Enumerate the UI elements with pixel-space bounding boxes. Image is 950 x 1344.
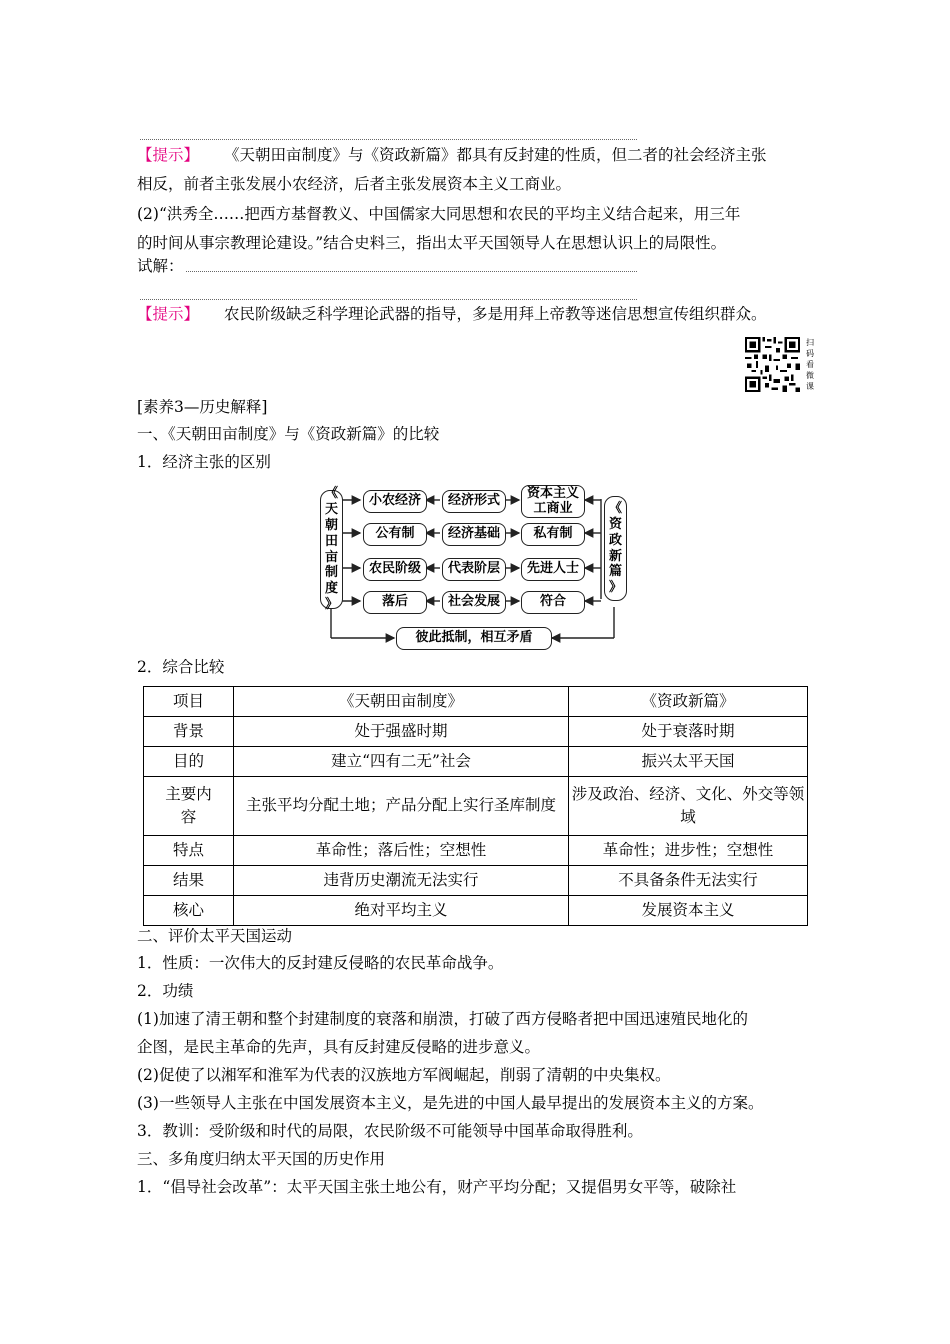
table-cell: 处于强盛时期: [234, 717, 569, 747]
table-cell: 发展资本主义: [569, 896, 808, 926]
tip-label: 【提示】: [137, 305, 200, 323]
table-cell: 目的: [144, 747, 234, 777]
divider: [140, 299, 637, 300]
question-text: 的时间从事宗教理论建设。”结合史料三，指出太平天国领导人在思想认识上的局限性。: [137, 234, 727, 252]
table-header-cell: 《天朝田亩制度》: [234, 687, 569, 717]
left-node: 公有制: [363, 523, 427, 546]
divider: [140, 139, 637, 140]
paragraph: (2)促使了以湘军和淮军为代表的汉族地方军阀崛起，削弱了清朝的中央集权。: [137, 1066, 671, 1084]
mid-node: 经济形式: [442, 490, 506, 513]
left-node: 落后: [363, 591, 427, 614]
tip-text: 《天朝田亩制度》与《资政新篇》都具有反封建的性质，但二者的社会经济主张: [224, 146, 767, 164]
answer-line[interactable]: [186, 271, 637, 272]
table-row: [144, 717, 808, 747]
part-title: 二、评价太平天国运动: [137, 927, 293, 945]
comparison-table: [143, 686, 808, 926]
paragraph: 企图，是民主革命的先声，具有反封建反侵略的进步意义。: [137, 1038, 541, 1056]
tip-text: 相反，前者主张发展小农经济，后者主张发展资本主义工商业。: [137, 175, 572, 193]
table-cell: 处于衰落时期: [569, 717, 808, 747]
tiandi-system-node: 《 天 朝 田 亩 制 度 》: [320, 490, 343, 609]
paragraph: 1．“倡导社会改革”：太平天国主张土地公有，财产平均分配；又提倡男女平等，破除社: [137, 1178, 737, 1196]
table-cell: 不具备条件无法实行: [569, 866, 808, 896]
section-heading: [素养3—历史解释]: [137, 398, 268, 416]
table-cell: 主张平均分配土地；产品分配上实行圣库制度: [234, 777, 569, 836]
right-node: 资本主义工商业: [521, 485, 585, 518]
right-node: 私有制: [521, 523, 585, 546]
right-node: 符合: [521, 591, 585, 614]
table-cell: 振兴太平天国: [569, 747, 808, 777]
qr-code-icon[interactable]: [745, 337, 800, 392]
paragraph: (3)一些领导人主张在中国发展资本主义，是先进的中国人最早提出的发展资本主义的方案。: [137, 1094, 764, 1112]
mid-node: 社会发展: [442, 591, 506, 614]
table-row: [144, 747, 808, 777]
part-title: 三、多角度归纳太平天国的历史作用: [137, 1150, 386, 1168]
subheading: 2．功绩: [137, 982, 194, 1000]
tip-text: 农民阶级缺乏科学理论武器的指导，多是用拜上帝教等迷信思想宣传组织群众。: [224, 305, 767, 323]
table-cell: 背景: [144, 717, 234, 747]
subheading: 2．综合比较: [137, 658, 225, 676]
table-cell: 违背历史潮流无法实行: [234, 866, 569, 896]
zizheng-node: 《 资 政 新 篇 》: [604, 496, 627, 601]
table-cell: 结果: [144, 866, 234, 896]
subheading: 1．经济主张的区别: [137, 453, 271, 471]
table-row: [144, 866, 808, 896]
table-cell: 涉及政治、经济、文化、外交等领域: [569, 777, 808, 836]
table-header-row: [144, 687, 808, 717]
left-node: 农民阶级: [363, 558, 427, 581]
tip-label: 【提示】: [137, 146, 200, 164]
paragraph: 1．性质：一次伟大的反封建反侵略的农民革命战争。: [137, 954, 504, 972]
qr-label: 扫码看微课: [806, 338, 814, 391]
table-row: [144, 836, 808, 866]
left-node: 小农经济: [363, 490, 427, 513]
table-cell: 核心: [144, 896, 234, 926]
table-cell: 建立“四有二无”社会: [234, 747, 569, 777]
comparison-diagram: [318, 487, 631, 650]
mid-node: 经济基础: [442, 523, 506, 546]
table-header-cell: 《资政新篇》: [569, 687, 808, 717]
conflict-node: 彼此抵制，相互矛盾: [396, 627, 552, 650]
table-cell: 革命性；落后性；空想性: [234, 836, 569, 866]
mid-node: 代表阶层: [442, 558, 506, 581]
table-cell: 绝对平均主义: [234, 896, 569, 926]
paragraph: 3．教训：受阶级和时代的局限，农民阶级不可能领导中国革命取得胜利。: [137, 1122, 643, 1140]
right-node: 先进人士: [521, 558, 585, 581]
table-row: [144, 896, 808, 926]
table-cell: 主要内容: [144, 777, 234, 836]
question-text: (2)“洪秀全……把西方基督教义、中国儒家大同思想和农民的平均主义结合起来，用三年: [137, 205, 741, 223]
table-header-cell: 项目: [144, 687, 234, 717]
table-cell: 特点: [144, 836, 234, 866]
table-row: [144, 777, 808, 836]
part-title: 一、《天朝田亩制度》与《资政新篇》的比较: [137, 425, 440, 443]
answer-label: 试解：: [137, 257, 184, 275]
table-cell: 革命性；进步性；空想性: [569, 836, 808, 866]
paragraph: (1)加速了清王朝和整个封建制度的衰落和崩溃，打破了西方侵略者把中国迅速殖民地化的: [137, 1010, 748, 1028]
